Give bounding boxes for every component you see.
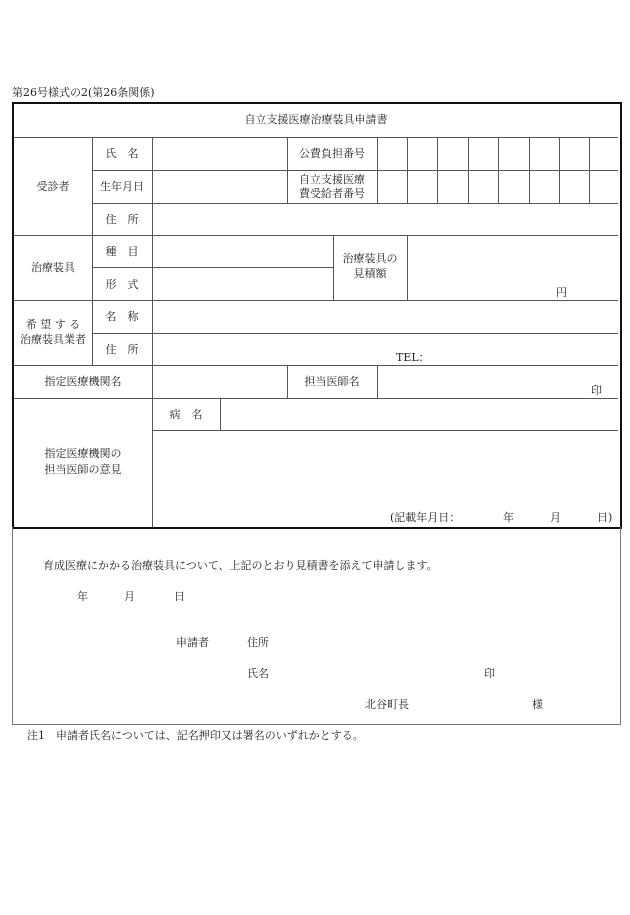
digit-cell-divider — [589, 137, 590, 203]
row-divider — [14, 300, 618, 301]
entry-date-day: 日) — [597, 511, 613, 524]
applicant-name-label: 氏名 — [247, 667, 269, 680]
opinion-section-label: 担当医師の意見 — [44, 463, 122, 476]
institution-name-label: 指定医療機関名 — [44, 375, 122, 388]
vendor-name-label: 名 称 — [105, 310, 139, 323]
seal-mark: 印 — [591, 384, 602, 397]
row-divider — [92, 267, 333, 268]
declaration-year: 年 — [77, 590, 88, 603]
estimate-label: 治療装具の — [342, 252, 398, 265]
digit-cell-divider — [498, 137, 499, 203]
declaration-text: 育成医療にかかる治療装具について、上記のとおり見積書を添えて申請します。 — [43, 559, 438, 572]
applicant-seal: 印 — [484, 667, 495, 680]
recipient-number-label: 自立支援医療 — [299, 173, 365, 186]
applicant-address-label: 住所 — [247, 636, 269, 649]
row-divider — [14, 398, 618, 399]
form-number: 第26号様式の2(第26条関係) — [12, 86, 155, 99]
col-divider — [377, 137, 378, 203]
row-divider — [92, 333, 618, 334]
footnote: 注1 申請者氏名については、記名押印又は署名のいずれかとする。 — [27, 729, 364, 742]
entry-date-label: (記載年月日： — [390, 511, 461, 524]
declaration-month: 月 — [124, 590, 135, 603]
name-label: 氏 名 — [105, 147, 139, 160]
digit-cell-divider — [559, 137, 560, 203]
estimate-label: 見積額 — [353, 267, 387, 280]
honorific: 様 — [532, 698, 543, 711]
row-divider — [152, 430, 618, 431]
digit-cell-divider — [529, 137, 530, 203]
entry-date-year: 年 — [503, 511, 514, 524]
form-title: 自立支援医療治療装具申請書 — [244, 113, 388, 126]
digit-cell-divider — [437, 137, 438, 203]
vendor-section-label: 治療装具業者 — [20, 333, 86, 346]
estimate-amount-field[interactable] — [408, 236, 617, 299]
col-divider — [220, 398, 221, 430]
declaration-day: 日 — [174, 590, 185, 603]
patient-address-field[interactable] — [153, 204, 617, 234]
addressee: 北谷町長 — [365, 698, 409, 711]
model-label: 形 式 — [105, 278, 139, 291]
yen-unit: 円 — [556, 286, 567, 299]
patient-section-label: 受診者 — [36, 180, 70, 193]
entry-date-month: 月 — [550, 511, 561, 524]
device-section-label: 治療装具 — [31, 261, 75, 274]
patient-name-field[interactable] — [153, 138, 286, 169]
address-label: 住 所 — [105, 213, 139, 226]
opinion-section-label: 指定医療機関の — [44, 447, 122, 460]
disease-label: 病 名 — [169, 408, 203, 421]
type-label: 種 目 — [105, 245, 139, 258]
dob-label: 生年月日 — [100, 180, 144, 193]
recipient-number-label: 費受給者番号 — [299, 187, 365, 200]
digit-cell-divider — [407, 137, 408, 203]
row-divider — [14, 365, 618, 366]
col-divider — [377, 365, 378, 398]
applicant-label: 申請者 — [176, 636, 209, 649]
vendor-address-label: 住 所 — [105, 343, 139, 356]
declaration-box — [12, 527, 621, 725]
vendor-section-label: 希 望 す る — [25, 318, 81, 331]
row-divider — [14, 137, 618, 138]
digit-cell-divider — [468, 137, 469, 203]
tel-label: TEL： — [396, 351, 430, 364]
public-number-label: 公費負担番号 — [299, 147, 365, 160]
doctor-name-label: 担当医師名 — [304, 375, 360, 388]
patient-dob-field[interactable] — [153, 171, 286, 202]
